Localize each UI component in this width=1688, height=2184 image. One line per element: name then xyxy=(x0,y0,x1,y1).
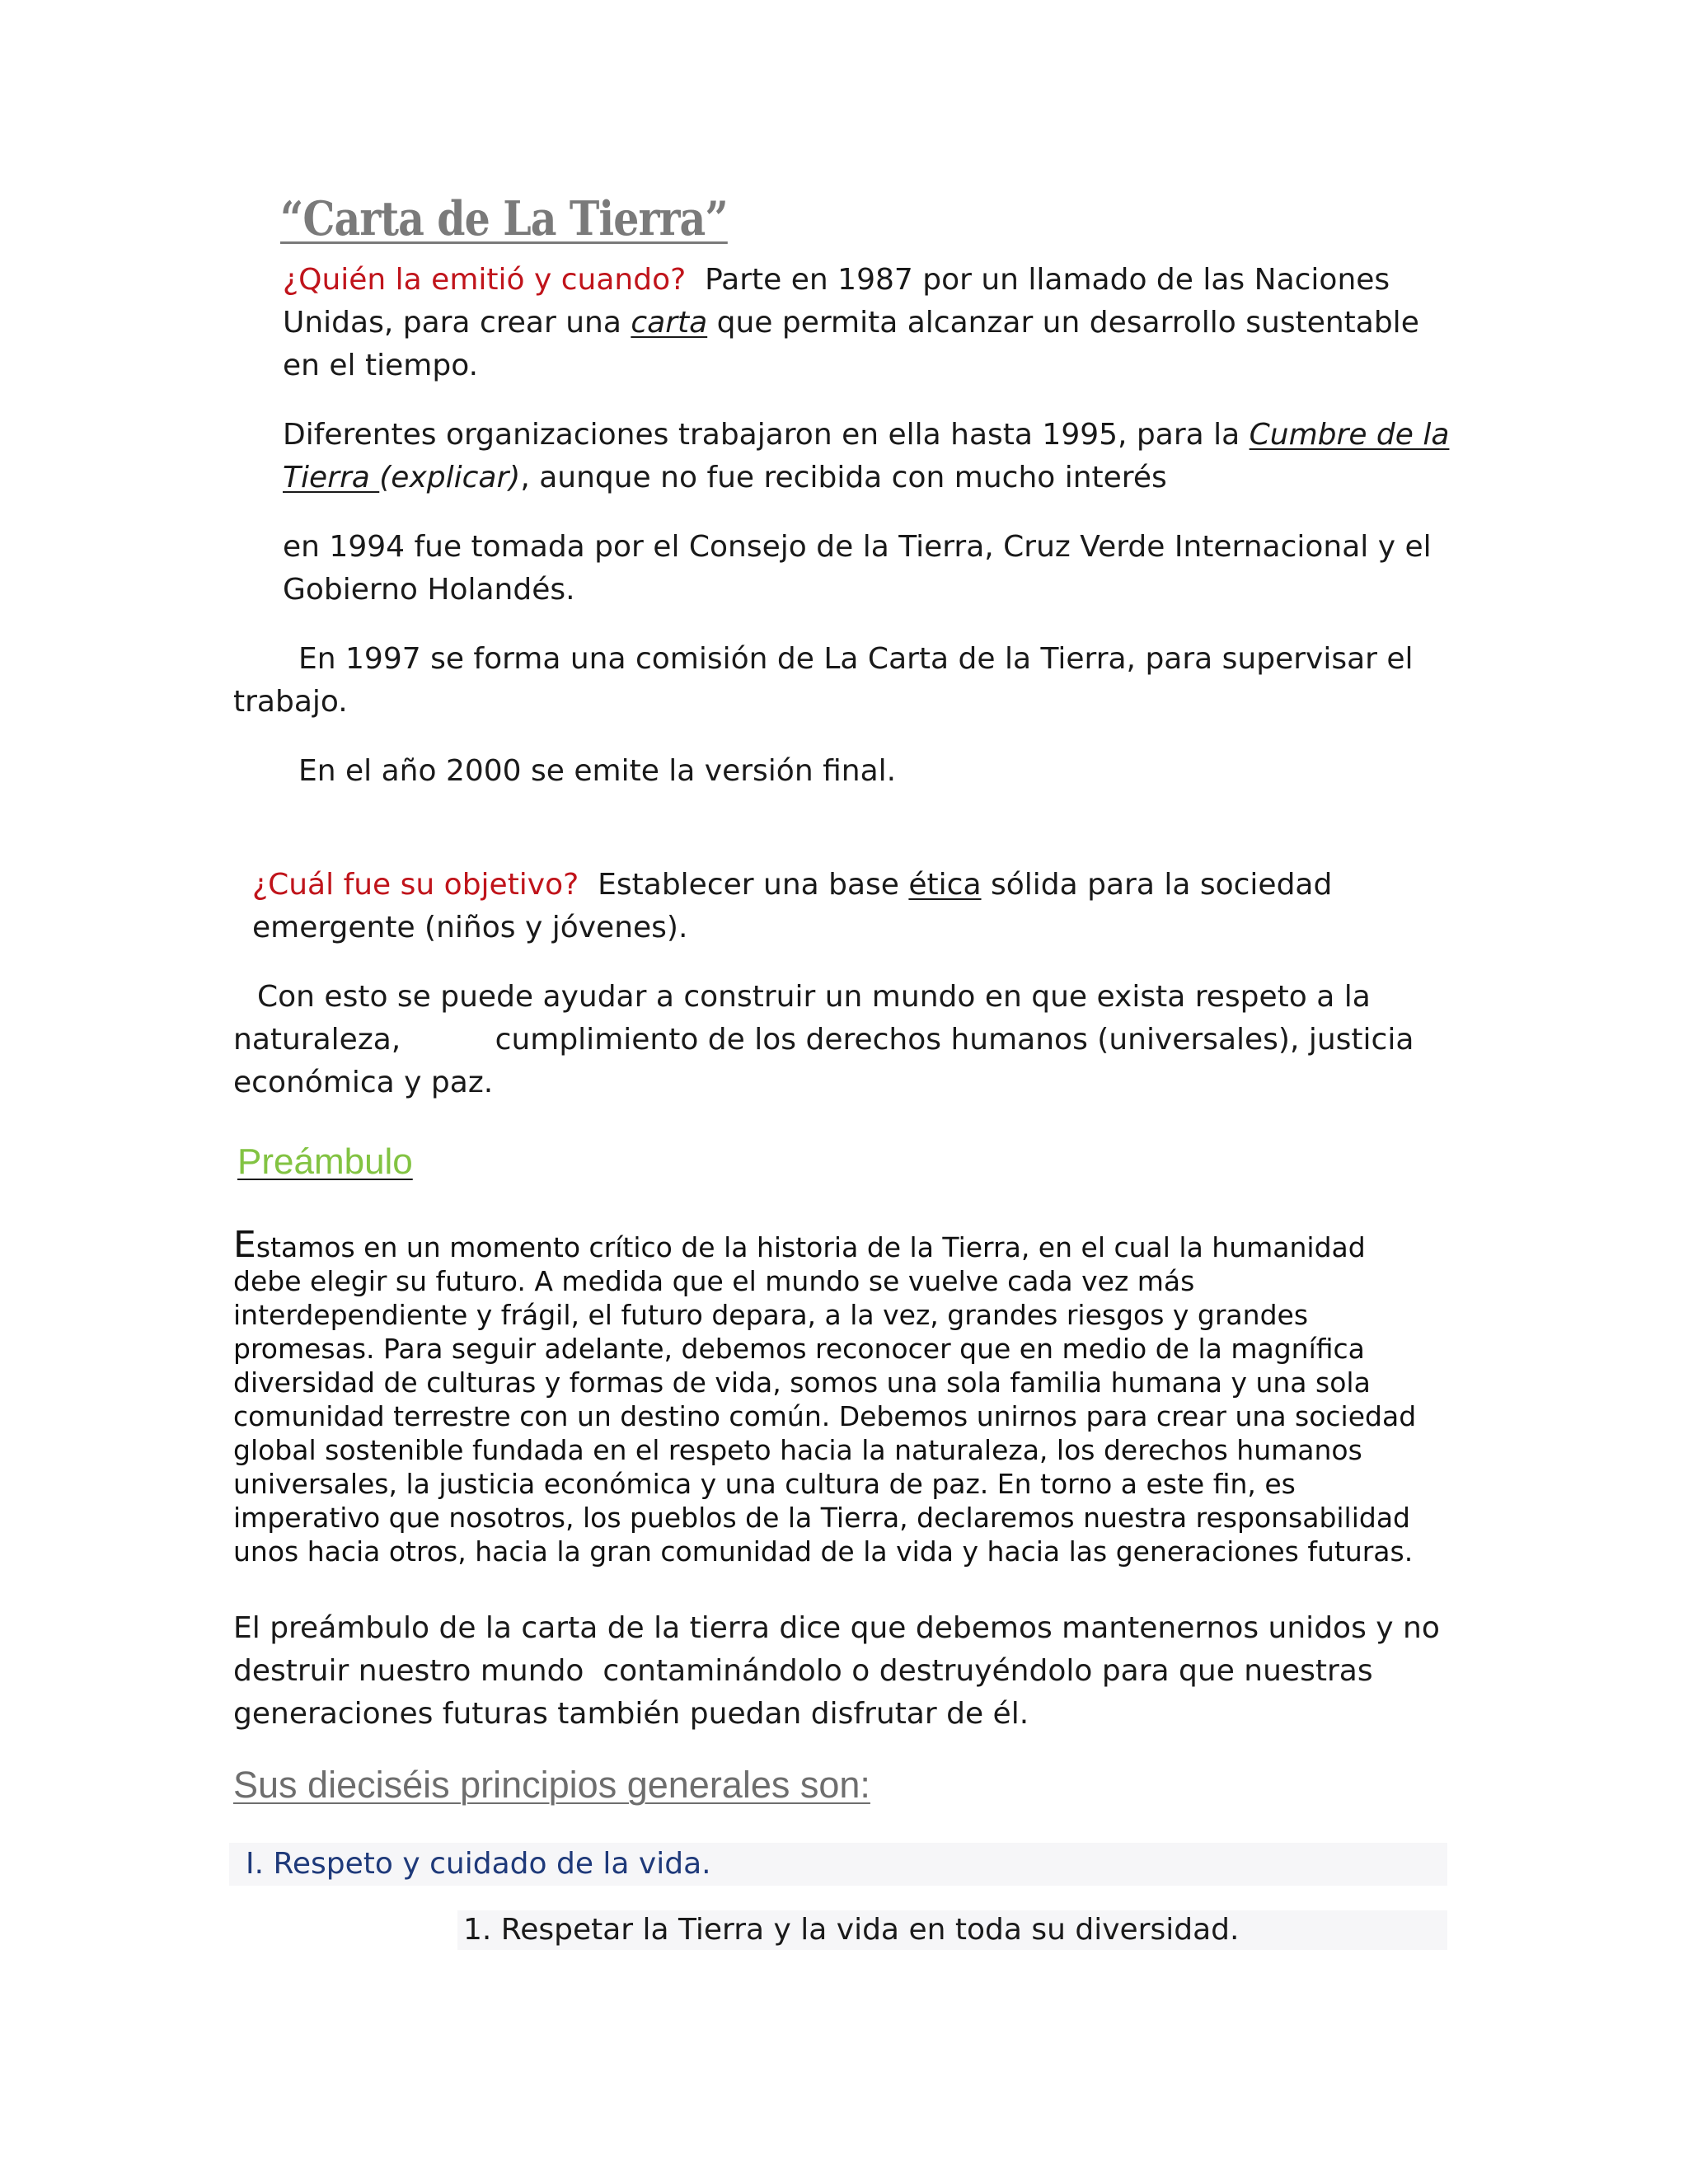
para4-line-2: trabajo. xyxy=(233,685,348,719)
document-title: “Carta de La Tierra” xyxy=(280,191,728,246)
para6-line-1: Con esto se puede ayudar a construir un mundo en que exista respeto a la xyxy=(257,980,1371,1014)
preambulo-text xyxy=(233,1224,1417,1568)
preambulo-line-9: imperativo que nosotros, los pueblos de la Tierra, declaremos nuestra responsabilidad xyxy=(233,1502,1411,1534)
objective-line-1: ¿Cuál fue su objetivo? Establecer una base ética sólida para la sociedad xyxy=(252,868,1333,902)
preambulo-line-6: comunidad terrestre con un destino común. Debemos unirnos para crear una sociedad xyxy=(233,1400,1417,1432)
principles-heading: Sus dieciséis principios generales son: xyxy=(233,1764,870,1806)
preambulo-line-1: Estamos en un momento crítico de la historia de la Tierra, en el cual la humanidad xyxy=(233,1224,1366,1266)
intro-line-2: Unidas, para crear una carta que permita alcanzar un desarrollo sustentable xyxy=(283,306,1419,340)
para2-line-1: Diferentes organizaciones trabajaron en ella hasta 1995, para la Cumbre de la xyxy=(283,418,1450,452)
para6-line-2: naturaleza, cumplimiento de los derechos humanos (universales), justicia xyxy=(233,1023,1414,1057)
para4-line-1: En 1997 se forma una comisión de La Carta de la Tierra, para supervisar el xyxy=(298,642,1414,676)
para5-line: En el año 2000 se emite la versión final. xyxy=(298,754,897,788)
preambulo-line-4: promesas. Para seguir adelante, debemos reconocer que en medio de la magnífica xyxy=(233,1333,1365,1365)
section-1-heading: I. Respeto y cuidado de la vida. xyxy=(246,1847,711,1881)
preambulo-line-2: debe elegir su futuro. A medida que el mundo se vuelve cada vez más xyxy=(233,1265,1195,1297)
objective-line-2: emergente (niños y jóvenes). xyxy=(252,911,688,944)
preambulo-line-3: interdependiente y frágil, el futuro depara, a la vez, grandes riesgos y grandes xyxy=(233,1299,1309,1331)
question-who-when: ¿Quién la emitió y cuando? xyxy=(283,263,687,297)
para6-line-3: económica y paz. xyxy=(233,1066,494,1099)
summary-line-3: generaciones futuras también puedan disfrutar de él. xyxy=(233,1697,1029,1731)
carta-link[interactable]: carta xyxy=(631,306,708,340)
preambulo-line-10: unos hacia otros, hacia la gran comunidad de la vida y hacia las generaciones futuras. xyxy=(233,1535,1414,1568)
cumbre-link[interactable]: Cumbre de la xyxy=(1249,418,1450,452)
etica-link[interactable]: ética xyxy=(908,868,982,902)
intro-line-3: en el tiempo. xyxy=(283,349,479,382)
preambulo-line-8: universales, la justicia económica y una cultura de paz. En torno a este fin, es xyxy=(233,1468,1296,1500)
preambulo-heading: Preámbulo xyxy=(237,1141,413,1182)
principle-item-1: 1. Respetar la Tierra y la vida en toda su diversidad. xyxy=(463,1913,1240,1947)
para3-line-2: Gobierno Holandés. xyxy=(283,573,575,607)
para2-line-2: Tierra (explicar), aunque no fue recibida con mucho interés xyxy=(283,461,1167,494)
preambulo-line-7: global sostenible fundada en el respeto hacia la naturaleza, los derechos humanos xyxy=(233,1434,1362,1466)
summary-line-1: El preámbulo de la carta de la tierra dice que debemos mantenernos unidos y no xyxy=(233,1611,1440,1645)
preambulo-line-5: diversidad de culturas y formas de vida, somos una sola familia humana y una sola xyxy=(233,1366,1371,1399)
summary-line-2: destruir nuestro mundo contaminándolo o destruyéndolo para que nuestras xyxy=(233,1654,1373,1688)
para3-line-1: en 1994 fue tomada por el Consejo de la Tierra, Cruz Verde Internacional y el xyxy=(283,530,1432,564)
tierra-link[interactable]: Tierra xyxy=(283,461,380,494)
question-objective: ¿Cuál fue su objetivo? xyxy=(252,868,579,902)
intro-line-1: ¿Quién la emitió y cuando? Parte en 1987 por un llamado de las Naciones xyxy=(283,263,1390,297)
